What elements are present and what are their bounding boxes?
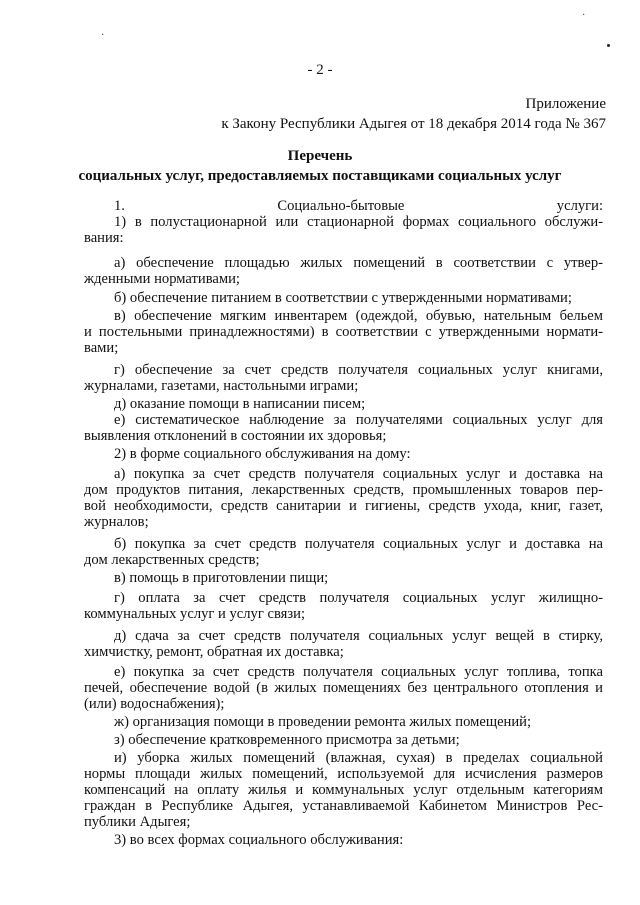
body-line: г) обеспечение за счет средств получателя социальных услуг книгами, — [114, 362, 603, 378]
title-line-1: Перечень — [287, 148, 353, 164]
body-line: вания: — [84, 230, 124, 246]
body-line: 2) в форме социального обслуживания на дому: — [114, 446, 411, 462]
body-line: выявления отклонений в состоянии их здоровья; — [84, 428, 387, 444]
body-line: компенсаций на оплату жилья и коммунальных услуг отдельным категориям — [84, 782, 603, 798]
document-title — [0, 146, 640, 186]
body-line: дом лекарственных средств; — [84, 552, 260, 568]
body-line: б) обеспечение питанием в соответствии с утвержденными нормативами; — [114, 290, 572, 306]
body-line: 1. Социально-бытовые услуги: — [114, 198, 603, 214]
body-line: 3) во всех формах социального обслуживания: — [114, 832, 404, 848]
body-line: 1) в полустационарной или стационарной формах социального обслужи- — [114, 214, 603, 230]
body-line: (или) водоснабжения); — [84, 696, 225, 712]
body-line: г) оплата за счет средств получателя социальных услуг жилищно- — [114, 590, 603, 606]
scan-mark: · — [582, 10, 586, 21]
body-line: коммунальных услуг и услуг связи; — [84, 606, 306, 622]
body-line: е) систематическое наблюдение за получателями социальных услуг для — [114, 412, 603, 428]
body-line: д) оказание помощи в написании писем; — [114, 396, 366, 412]
body-line: нормы площади жилых помещений, используемой для исчисления размеров — [84, 766, 603, 782]
body-line: и постельными принадлежностями) в соответствии с утвержденными нормати- — [84, 324, 603, 340]
body-line: д) сдача за счет средств получателя социальных услуг вещей в стирку, — [114, 628, 603, 644]
body-line: е) покупка за счет средств получателя социальных услуг топлива, топка — [114, 664, 603, 680]
page-number: - 2 - — [307, 62, 333, 78]
scan-speck — [607, 44, 610, 47]
body-line: и) уборка жилых помещений (влажная, сухая) в пределах социальной — [114, 750, 603, 766]
body-line: публики Адыгея; — [84, 814, 191, 830]
body-line: в) помощь в приготовлении пищи; — [114, 570, 329, 586]
body-line: журналов; — [84, 514, 149, 530]
body-line: печей, обеспечение водой (в жилых помещениях без центрального отопления и — [84, 680, 603, 696]
body-line: граждан в Республике Адыгея, устанавливаемой Кабинетом Министров Рес- — [84, 798, 603, 814]
body-line: журналами, газетами, настольными играми; — [84, 378, 359, 394]
body-line: ж) организация помощи в проведении ремонта жилых помещений; — [114, 714, 532, 730]
scan-mark: · — [101, 30, 105, 41]
body-line: вами; — [84, 340, 119, 356]
body-line: а) покупка за счет средств получателя социальных услуг и доставка на — [114, 466, 603, 482]
body-line: вой необходимости, средств санитарии и гигиены, средств ухода, книг, газет, — [84, 498, 603, 514]
appendix-law-reference: к Закону Республики Адыгея от 18 декабря 2014 года № 367 — [221, 116, 606, 132]
body-line: з) обеспечение кратковременного присмотра за детьми; — [114, 732, 460, 748]
title-line-2: социальных услуг, предоставляемых поставщиками социальных услуг — [78, 168, 562, 184]
body-line: в) обеспечение мягким инвентарем (одеждой, обувью, нательным бельем — [114, 308, 603, 324]
body-line: дом продуктов питания, лекарственных средств, промышленных товаров пер- — [84, 482, 603, 498]
appendix-header — [221, 94, 606, 134]
appendix-label: Приложение — [525, 96, 606, 112]
body-line: б) покупка за счет средств получателя социальных услуг и доставка на — [114, 536, 603, 552]
body-line: а) обеспечение площадью жилых помещений в соответствии с утвер- — [114, 255, 603, 271]
body-line: жденными нормативами; — [84, 271, 240, 287]
body-line: химчистку, ремонт, обратная их доставка; — [84, 644, 344, 660]
